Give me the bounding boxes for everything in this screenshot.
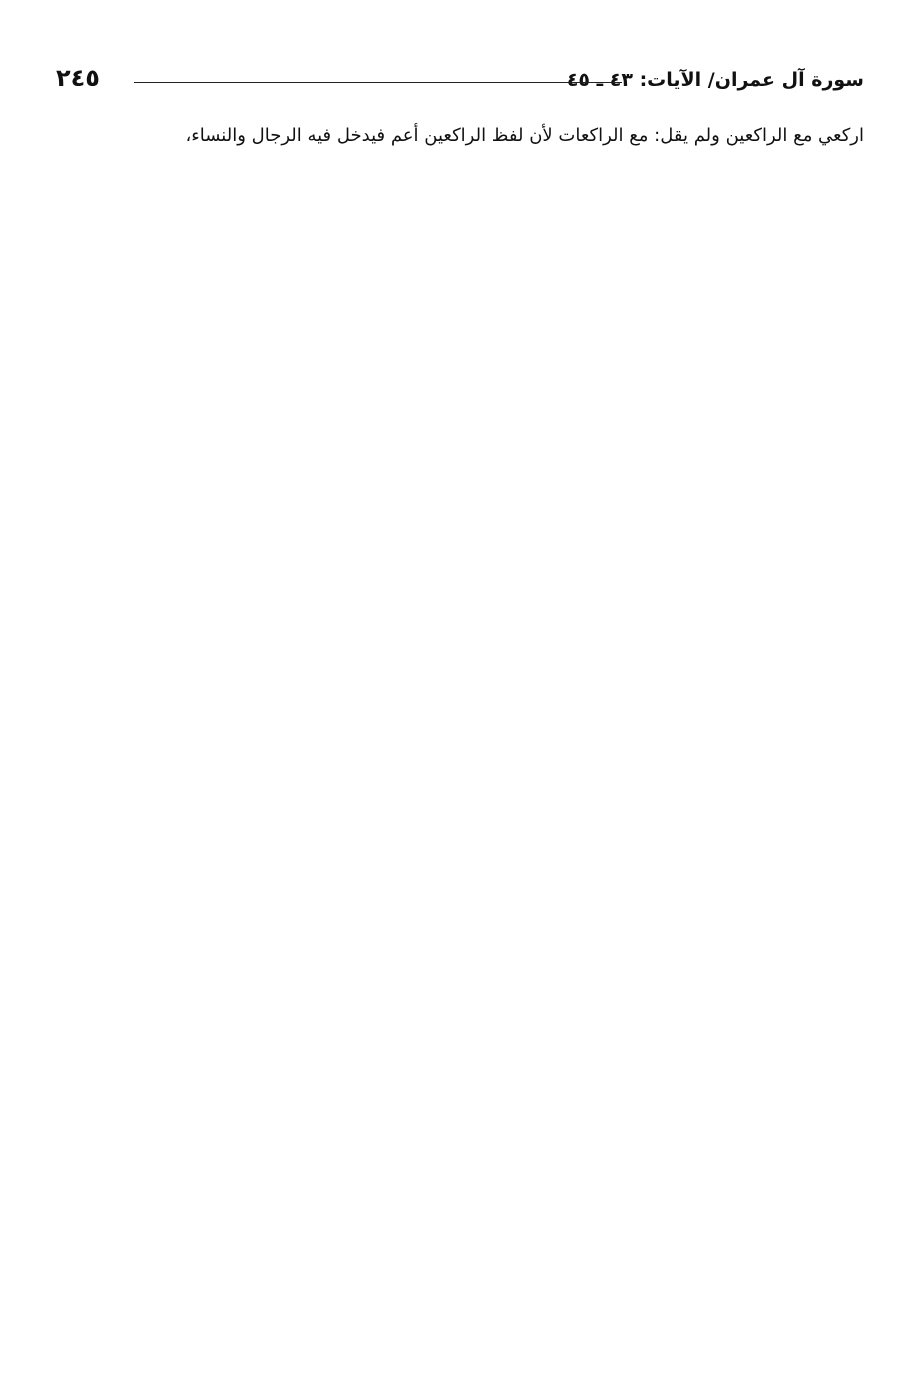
running-title: سورة آل عمران/ الآيات: ٤٣ ـ ٤٥ — [566, 69, 864, 91]
running-header — [56, 58, 864, 90]
body-text — [56, 116, 864, 156]
body-text-opening: اركعي مع الراكعين ولم يقل: مع الراكعات لأن لفظ الراكعين أعم فيدخل فيه الرجال والنساء، — [185, 125, 864, 146]
header-rule — [134, 82, 622, 83]
page-number: ٢٤٥ — [56, 64, 100, 92]
